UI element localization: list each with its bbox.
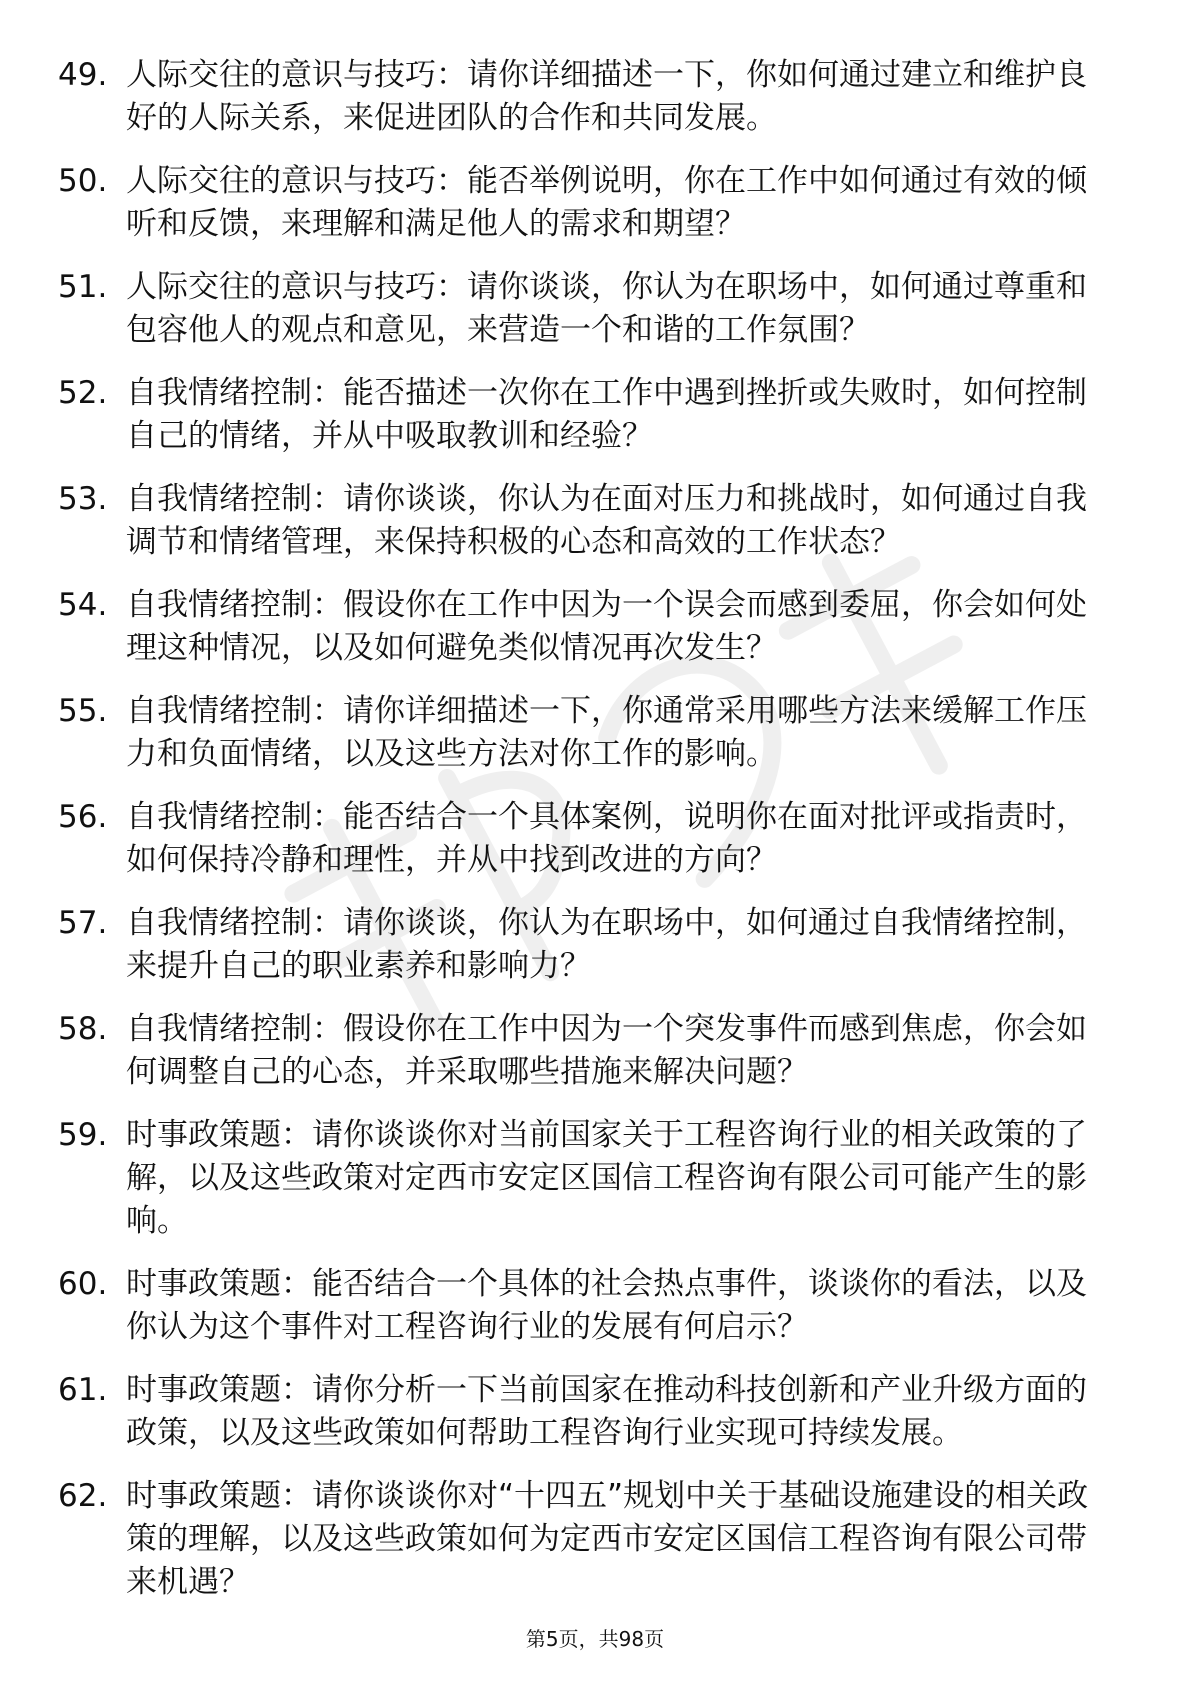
question-text: 人际交往的意识与技巧：能否举例说明，你在工作中如何通过有效的倾听和反馈，来理解和满足他人的需求和期望？ [126,163,1087,242]
page-number-label: 第5页，共98页 [525,1627,665,1651]
question-item-57 [58,902,1108,988]
question-number: 61. [58,1372,108,1408]
question-item-59 [58,1114,1108,1243]
question-item-60 [58,1263,1108,1349]
question-list [58,54,1108,1624]
question-number: 52. [58,375,108,411]
question-text: 时事政策题：请你谈谈你对“十四五”规划中关于基础设施建设的相关政策的理解，以及这些政策如何为定西市安定区国信工程咨询有限公司带来机遇？ [126,1478,1089,1600]
question-text: 自我情绪控制：请你谈谈，你认为在面对压力和挑战时，如何通过自我调节和情绪管理，来保持积极的心态和高效的工作状态？ [126,481,1087,560]
question-text: 自我情绪控制：请你详细描述一下，你通常采用哪些方法来缓解工作压力和负面情绪，以及这些方法对你工作的影响。 [126,693,1087,772]
question-item-50 [58,160,1108,246]
question-text: 时事政策题：能否结合一个具体的社会热点事件，谈谈你的看法，以及你认为这个事件对工程咨询行业的发展有何启示？ [126,1266,1087,1345]
question-number: 59. [58,1117,108,1153]
question-number: 54. [58,587,108,623]
question-item-52 [58,372,1108,458]
question-text: 人际交往的意识与技巧：请你谈谈，你认为在职场中，如何通过尊重和包容他人的观点和意见，来营造一个和谐的工作氛围？ [126,269,1087,348]
question-text: 人际交往的意识与技巧：请你详细描述一下，你如何通过建立和维护良好的人际关系，来促进团队的合作和共同发展。 [126,57,1087,136]
question-number: 58. [58,1011,108,1047]
question-item-53 [58,478,1108,564]
question-number: 55. [58,693,108,729]
question-text: 时事政策题：请你谈谈你对当前国家关于工程咨询行业的相关政策的了解，以及这些政策对定西市安定区国信工程咨询有限公司可能产生的影响。 [126,1117,1087,1239]
question-number: 57. [58,905,108,941]
question-item-62 [58,1475,1108,1604]
question-text: 自我情绪控制：假设你在工作中因为一个误会而感到委屈，你会如何处理这种情况，以及如何避免类似情况再次发生？ [126,587,1087,666]
question-text: 自我情绪控制：请你谈谈，你认为在职场中，如何通过自我情绪控制，来提升自己的职业素养和影响力？ [126,905,1087,984]
question-number: 51. [58,269,108,305]
question-text: 时事政策题：请你分析一下当前国家在推动科技创新和产业升级方面的政策，以及这些政策如何帮助工程咨询行业实现可持续发展。 [126,1372,1087,1451]
page-footer [0,1627,1190,1651]
question-number: 49. [58,57,108,93]
question-text: 自我情绪控制：能否结合一个具体案例，说明你在面对批评或指责时，如何保持冷静和理性，并从中找到改进的方向？ [126,799,1087,878]
question-number: 56. [58,799,108,835]
question-number: 62. [58,1478,108,1514]
question-item-49 [58,54,1108,140]
question-item-55 [58,690,1108,776]
question-item-54 [58,584,1108,670]
question-text: 自我情绪控制：假设你在工作中因为一个突发事件而感到焦虑，你会如何调整自己的心态，并采取哪些措施来解决问题？ [126,1011,1087,1090]
question-item-51 [58,266,1108,352]
question-number: 50. [58,163,108,199]
question-number: 53. [58,481,108,517]
question-text: 自我情绪控制：能否描述一次你在工作中遇到挫折或失败时，如何控制自己的情绪，并从中吸取教训和经验？ [126,375,1087,454]
question-number: 60. [58,1266,108,1302]
question-item-58 [58,1008,1108,1094]
question-item-61 [58,1369,1108,1455]
question-item-56 [58,796,1108,882]
